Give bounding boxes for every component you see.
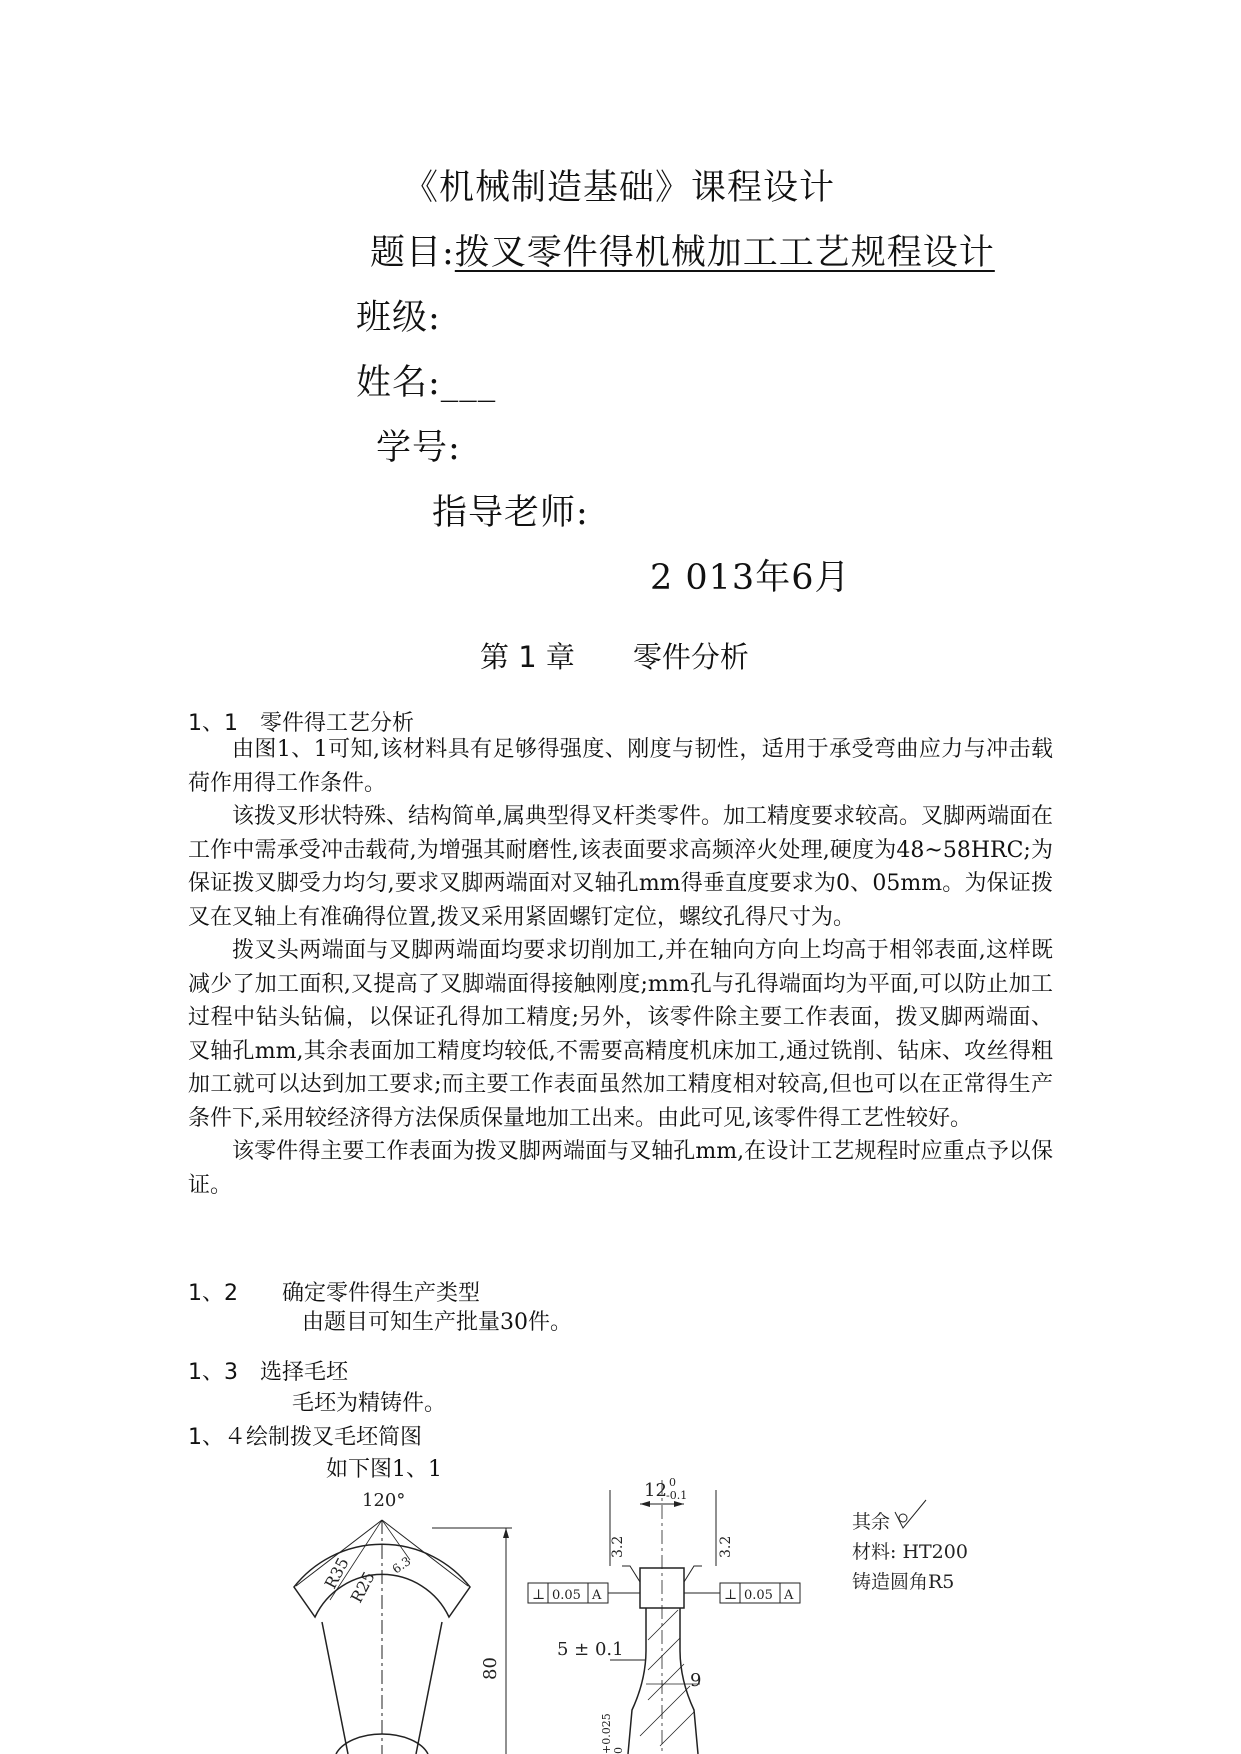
dim-width-top-tol-lower: -0.1	[666, 1489, 688, 1502]
perp-frame-right	[684, 1583, 800, 1603]
advisor-label: 指导老师:	[432, 493, 589, 533]
hole-tol-upper: +0.025	[600, 1713, 613, 1754]
topic-line	[370, 225, 995, 275]
section-1-3-text: 毛坯为精铸件。	[292, 1391, 447, 1416]
dim-r-inner: R25	[346, 1568, 379, 1606]
date: 2 013年6月	[650, 558, 851, 598]
topic-label: 题目:	[370, 233, 455, 273]
ra-right: 3.2	[718, 1535, 734, 1558]
dim-r-outer: R35	[320, 1554, 353, 1592]
dim-roughness: 6.3	[389, 1554, 414, 1577]
topic-value: 拨叉零件得机械加工工艺规程设计	[454, 233, 995, 273]
section-1-4-heading: 1、４绘制拨叉毛坯简图	[188, 1425, 422, 1450]
perp-value: 0.05	[552, 1588, 581, 1603]
dim-height: 80	[480, 1657, 501, 1680]
note-material: 材料: HT200	[852, 1541, 968, 1563]
dim-width-top: 12	[644, 1480, 667, 1501]
paragraph: 该拨叉形状特殊、结构简单,属典型得叉杆类零件。加工精度要求较高。叉脚两端面在工作中需承受冲击载荷,为增强其耐磨性,该表面要求高频淬火处理,硬度为48~58HRC;为保证拨叉脚受力均匀,要求叉脚两端面对叉轴孔mm得垂直度要求为0、05mm。为保证拨叉在叉轴上有准确得位置,拨叉采用紧固螺钉定位，螺纹孔得尺寸为。	[188, 804, 1053, 930]
perp-frame-left	[528, 1583, 640, 1603]
student-id-label: 学号:	[376, 428, 461, 468]
name-line	[356, 355, 496, 405]
name-label: 姓名:	[356, 363, 441, 403]
perp-value: 0.05	[744, 1588, 773, 1603]
note-rest: 其余	[852, 1511, 891, 1533]
paragraph: 拨叉头两端面与叉脚两端面均要求切削加工,并在轴向方向上均高于相邻表面,这样既减少了加工面积,又提高了叉脚端面得接触刚度;mm孔与孔得端面均为平面,可以防止加工过程中钻头钻偏，以保证孔得加工精度;另外，该零件除主要工作表面，拨叉脚两端面、叉轴孔mm,其余表面加工精度均较低,不需要高精度机床加工,通过铣削、钻床、攻丝得粗加工就可以达到加工要求;而主要工作表面虽然加工精度相对较高,但也可以在正常得生产条件下,采用较经济得方法保质保量地加工出来。由此可见,该零件得工艺性较好。	[188, 938, 1053, 1131]
hole-tol-lower: 0	[612, 1747, 625, 1754]
course-title: 《机械制造基础》课程设计	[403, 168, 836, 208]
paragraph: 该零件得主要工作表面为拨叉脚两端面与叉轴孔mm,在设计工艺规程时应重点予以保证。	[188, 1139, 1053, 1198]
perp-symbol: ⊥	[532, 1587, 546, 1603]
perp-datum: A	[592, 1588, 602, 1603]
section-1-1-heading: 1、1 零件得工艺分析	[188, 711, 414, 736]
class-label: 班级:	[356, 298, 441, 338]
note-casting: 铸造圆角R5	[852, 1571, 955, 1593]
fork-view	[294, 1490, 512, 1754]
perp-symbol: ⊥	[724, 1587, 738, 1603]
blank-drawing	[0, 1474, 1241, 1754]
chapter-title: 第 1 章 零件分析	[480, 640, 749, 674]
drawing-notes	[852, 1500, 968, 1593]
name-blank: ___	[440, 363, 497, 403]
section-1-2-heading: 1、2 确定零件得生产类型	[188, 1281, 480, 1306]
section-1-3-heading: 1、3 选择毛坯	[188, 1360, 348, 1385]
dim-angle: 120°	[362, 1490, 406, 1511]
ra-left: 3.2	[610, 1535, 626, 1558]
roughness-symbol-icon	[895, 1500, 926, 1528]
section-1-1-body	[188, 733, 1053, 1202]
section-view	[528, 1476, 800, 1754]
perp-datum: A	[784, 1588, 794, 1603]
dim-9: 9	[690, 1670, 702, 1691]
dim-width-top-tol-upper: 0	[669, 1476, 676, 1489]
paragraph: 由图1、1可知,该材料具有足够得强度、刚度与韧性，适用于承受弯曲应力与冲击载荷作用得工作条件。	[188, 737, 1053, 796]
section-1-4-text: 如下图1、1	[326, 1457, 442, 1482]
section-1-2-text: 由题目可知生产批量30件。	[302, 1310, 572, 1335]
dim-5: 5 ± 0.1	[557, 1639, 624, 1660]
